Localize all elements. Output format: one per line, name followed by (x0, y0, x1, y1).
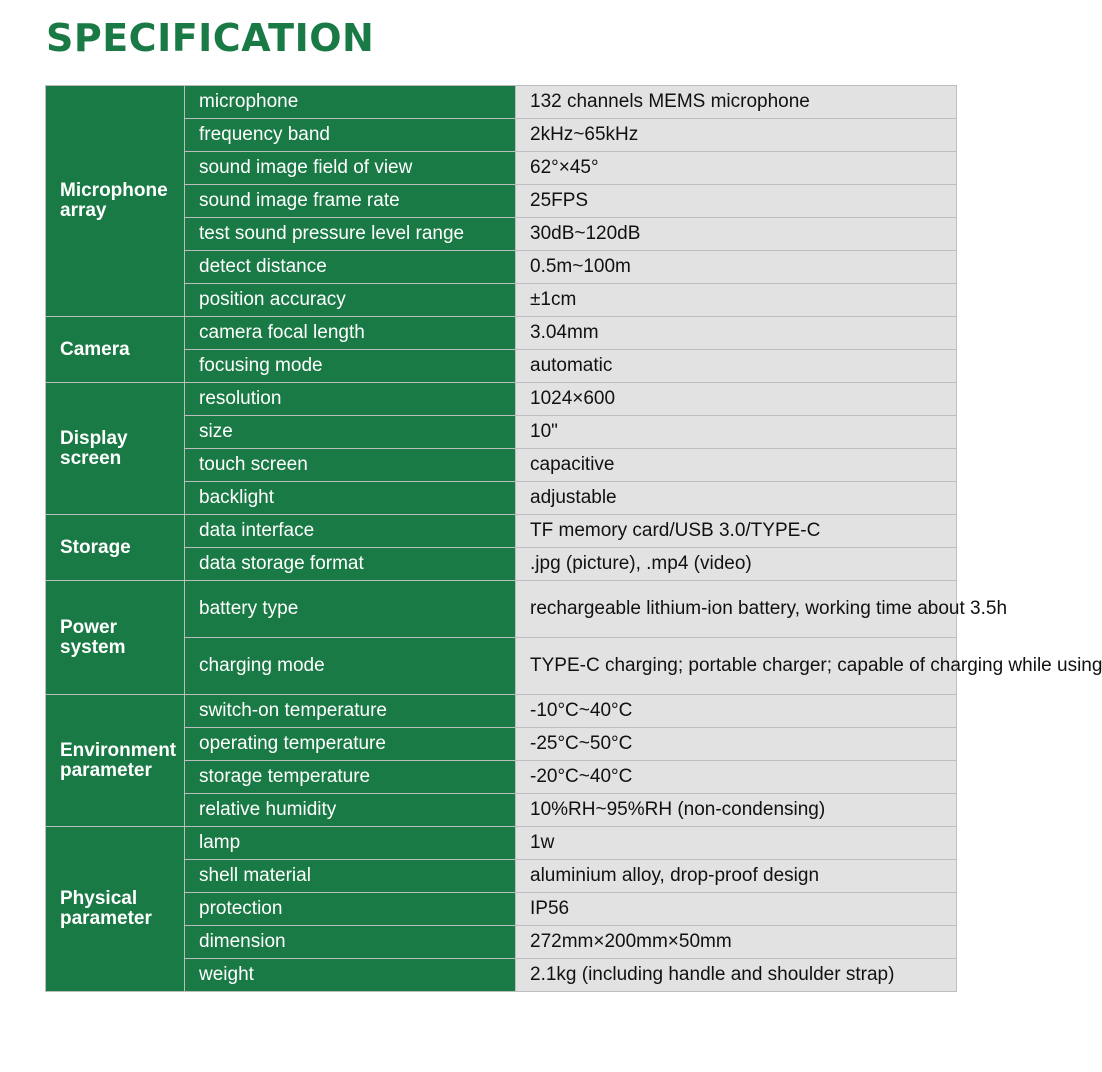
category-cell (46, 581, 185, 695)
category-cell (46, 827, 185, 992)
spec-item-value: 10%RH~95%RH (non-condensing) (516, 794, 957, 827)
spec-item-label: charging mode (185, 638, 516, 695)
spec-item-label: operating temperature (185, 728, 516, 761)
spec-item-value: adjustable (516, 482, 957, 515)
spec-item-value: 272mm×200mm×50mm (516, 926, 957, 959)
spec-item-label: battery type (185, 581, 516, 638)
spec-item-value: -10°C~40°C (516, 695, 957, 728)
table-row (46, 695, 957, 728)
category-cell (46, 86, 185, 317)
spec-item-label: lamp (185, 827, 516, 860)
spec-item-label: sound image field of view (185, 152, 516, 185)
spec-item-label: backlight (185, 482, 516, 515)
category-label: Storage (60, 536, 131, 558)
spec-item-value: 2kHz~65kHz (516, 119, 957, 152)
category-label: Environment parameter (60, 739, 177, 781)
spec-item-value: rechargeable lithium-ion battery, working time about 3.5h (516, 581, 957, 638)
spec-item-value: IP56 (516, 893, 957, 926)
spec-item-value: automatic (516, 350, 957, 383)
category-cell (46, 695, 185, 827)
page-title: SPECIFICATION (46, 16, 375, 60)
spec-item-label: relative humidity (185, 794, 516, 827)
spec-item-value: .jpg (picture), .mp4 (video) (516, 548, 957, 581)
spec-item-value: 3.04mm (516, 317, 957, 350)
spec-item-label: protection (185, 893, 516, 926)
spec-item-label: touch screen (185, 449, 516, 482)
spec-item-label: storage temperature (185, 761, 516, 794)
category-label: Power system (60, 616, 126, 658)
spec-item-value: 1024×600 (516, 383, 957, 416)
category-cell (46, 515, 185, 581)
spec-item-value: 2.1kg (including handle and shoulder strap) (516, 959, 957, 992)
category-label: Microphone array (60, 180, 168, 221)
table-row (46, 86, 957, 119)
category-cell (46, 317, 185, 383)
spec-item-value: 1w (516, 827, 957, 860)
spec-item-label: size (185, 416, 516, 449)
category-label: Physical parameter (60, 888, 152, 929)
category-cell (46, 383, 185, 515)
table-row (46, 581, 957, 638)
spec-item-label: position accuracy (185, 284, 516, 317)
spec-item-label: shell material (185, 860, 516, 893)
table-row (46, 317, 957, 350)
spec-item-value: aluminium alloy, drop-proof design (516, 860, 957, 893)
spec-item-value: 132 channels MEMS microphone (516, 86, 957, 119)
spec-item-value: capacitive (516, 449, 957, 482)
category-label: Display screen (60, 427, 128, 469)
spec-item-label: resolution (185, 383, 516, 416)
table-row (46, 383, 957, 416)
spec-item-value: TF memory card/USB 3.0/TYPE-C (516, 515, 957, 548)
spec-item-label: dimension (185, 926, 516, 959)
spec-item-label: sound image frame rate (185, 185, 516, 218)
spec-item-label: data interface (185, 515, 516, 548)
spec-item-label: camera focal length (185, 317, 516, 350)
spec-item-value: ±1cm (516, 284, 957, 317)
spec-item-value: 30dB~120dB (516, 218, 957, 251)
specification-table (45, 85, 1102, 992)
table-row (46, 515, 957, 548)
spec-item-value: -25°C~50°C (516, 728, 957, 761)
category-label: Camera (60, 338, 130, 360)
spec-item-label: test sound pressure level range (185, 218, 516, 251)
spec-item-label: data storage format (185, 548, 516, 581)
spec-item-value: TYPE-C charging; portable charger; capable of charging while using (516, 638, 957, 695)
spec-item-label: frequency band (185, 119, 516, 152)
table-row (46, 827, 957, 860)
spec-item-label: microphone (185, 86, 516, 119)
spec-item-value: 62°×45° (516, 152, 957, 185)
spec-item-value: -20°C~40°C (516, 761, 957, 794)
spec-item-label: switch-on temperature (185, 695, 516, 728)
spec-item-value: 25FPS (516, 185, 957, 218)
spec-item-label: focusing mode (185, 350, 516, 383)
spec-item-label: weight (185, 959, 516, 992)
spec-item-value: 0.5m~100m (516, 251, 957, 284)
spec-item-value: 10" (516, 416, 957, 449)
spec-item-label: detect distance (185, 251, 516, 284)
